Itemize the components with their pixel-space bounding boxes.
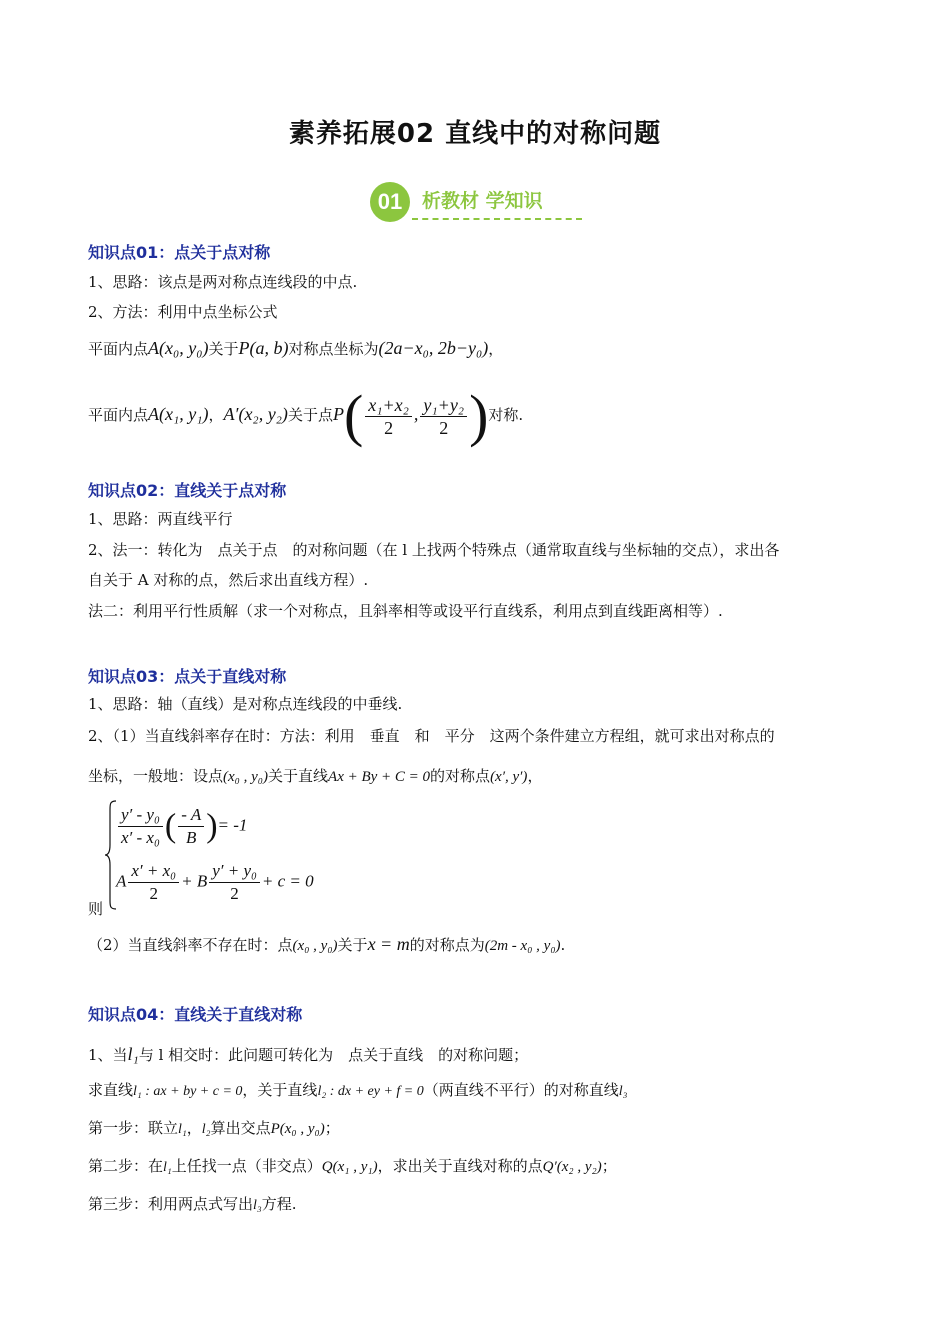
math-symmetric-point-2: (2m - x₀ , y₀) — [484, 938, 561, 954]
math-l3: l₃ — [253, 1198, 262, 1213]
math-Q-prime: Q′(x₂ , y₂) — [542, 1159, 602, 1175]
banner-underline — [412, 218, 582, 220]
text-line-midpoint-formula: 平面内点A(x₁, y₁)，A′(x₂, y₂)关于点P( $\frac{\text{x₁+x₂}}{2}$ , $\frac{\text{y₁+y₂}}{2}$ )对称. — [88, 383, 524, 448]
section-heading-4: 知识点04：直线关于直线对称 — [88, 1005, 303, 1024]
text-line: 自关于 A 对称的点，然后求出直线方程）. — [88, 571, 369, 589]
banner-number-badge: 01 — [370, 182, 410, 222]
math-point-A1: A(x₁, y₁) — [148, 404, 209, 424]
math-point-0: (x₀ , y₀) — [292, 938, 338, 954]
math-l1: l₁ — [178, 1122, 187, 1137]
text-line-vertical-case: （2）当直线斜率不存在时：点(x₀ , y₀)关于x = m的对称点为(2m - x₀ , y₀). — [88, 934, 566, 954]
text-line-reflect: 求直线l₁ : ax + by + c = 0，关于直线l₂ : dx + ey + f = 0（两直线不平行）的对称直线l₃ — [88, 1081, 628, 1099]
math-x-eq-m: x = m — [367, 934, 410, 954]
text-line: 1、思路：两直线平行 — [88, 510, 233, 528]
math-point-A0: A(x₀, y₀) — [148, 338, 209, 358]
math-l1: l₁ — [127, 1044, 139, 1064]
math-l1-eq: l₁ : ax + by + c = 0 — [133, 1084, 243, 1099]
text-line: 1、思路：该点是两对称点连线段的中点. — [88, 273, 358, 291]
page-title: 素养拓展02 直线中的对称问题 — [288, 119, 662, 149]
equation-perpendicular: $\frac{\text{y′ - y₀}}{\text{x′ - x₀}}$ ( $\frac{- A}{B}$ )= -1 — [116, 804, 247, 849]
text-line-setup: 坐标，一般地：设点(x₀ , y₀)关于直线Ax + By + C = 0的对称点(x′, y′)， — [88, 767, 543, 785]
text-line-midpoint: 平面内点A(x₀, y₀)关于P(a, b)对称点坐标为(2a−x₀, 2b−y₀)， — [88, 338, 504, 358]
section-heading-3: 知识点03：点关于直线对称 — [88, 667, 287, 686]
math-l2: l₂ — [201, 1122, 211, 1137]
math-point-P: P(a, b) — [238, 338, 289, 358]
text-line: 法二：利用平行性质解（求一个对称点，且斜率相等或设平行直线系，利用点到直线距离相等）. — [88, 602, 723, 620]
fraction-y: $\frac{\text{y₁+y₂}}{2}$ — [420, 394, 467, 439]
math-l3: l₃ — [618, 1084, 628, 1099]
math-l2-eq: l₂ : dx + ey + f = 0 — [317, 1084, 424, 1099]
text-line-intersect: 1、当l₁与 l 相交时：此问题可转化为 点关于直线 的对称问题； — [88, 1044, 529, 1064]
section-heading-2: 知识点02：直线关于点对称 — [88, 481, 287, 500]
text-line-step2: 第二步：在l₁上任找一点（非交点）Q(x₁ , y₁)，求出关于直线对称的点Q′(x₂ , y₂)； — [88, 1157, 617, 1175]
text-line-step1: 第一步：联立l₁，l₂算出交点P(x₀ , y₀)； — [88, 1119, 340, 1137]
section-banner — [370, 180, 585, 224]
math-P: P — [332, 404, 344, 424]
equation-midpoint: A $\frac{\text{x′ + x₀}}{2}$ + B $\frac{\text{y′ + y₀}}{2}$ + c = 0 — [116, 861, 314, 903]
math-symmetric-point: (2a−x₀, 2b−y₀) — [378, 338, 489, 358]
math-point-0: (x₀ , y₀) — [223, 769, 269, 785]
math-Q: Q(x₁ , y₁) — [321, 1159, 378, 1175]
text-line: 2、法一：转化为 点关于点 的对称问题（在 l 上找两个特殊点（通常取直线与坐标轴的交点），求出各 — [88, 541, 780, 559]
text-line: 1、思路：轴（直线）是对称点连线段的中垂线. — [88, 695, 403, 713]
text-line: 2、方法：利用中点坐标公式 — [88, 303, 278, 321]
math-P-intersection: P(x₀ , y₀) — [270, 1121, 325, 1137]
fraction-x: $\frac{\text{x₁+x₂}}{2}$ — [365, 394, 412, 439]
section-heading-1: 知识点01：点关于点对称 — [88, 243, 271, 262]
math-point-prime: (x′, y′) — [490, 769, 528, 785]
math-point-A2: A′(x₂, y₂) — [223, 404, 288, 424]
text-ze: 则 — [88, 900, 104, 918]
math-line-eq: Ax + By + C = 0 — [328, 769, 431, 785]
text-line-step3: 第三步：利用两点式写出l₃方程. — [88, 1195, 297, 1213]
equation-system — [96, 800, 356, 912]
math-l1: l₁ — [163, 1160, 172, 1175]
text-line: 2、（1）当直线斜率存在时：方法：利用 垂直 和 平分 这两个条件建立方程组，就可求出对称点的 — [88, 727, 775, 745]
banner-text: 析教材 学知识 — [422, 190, 543, 212]
